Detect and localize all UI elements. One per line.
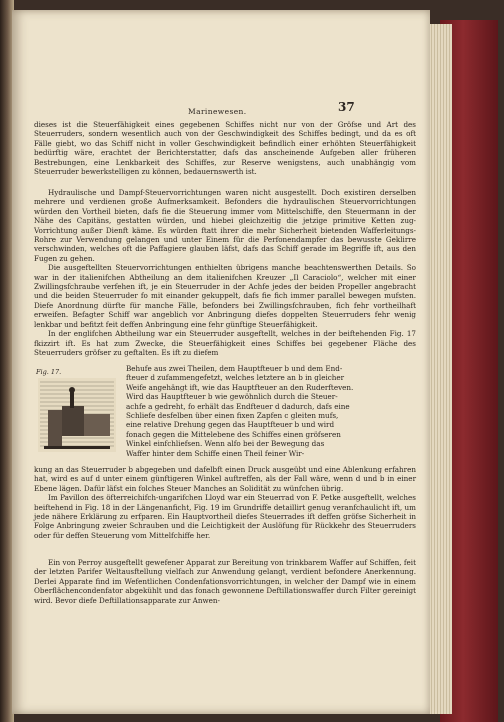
paragraph-1: dieses ist die Steuerfähigkeit eines gegebenen Schiffes nicht nur von der Gröfse und Art des Steuerruders, sondern wesentlich auch von der Geschwindigkeit des Schiffes bedingt, und da es oft Fälle giebt, wo das Schiff nicht in voller Geschwindigkeit befindlich einer erhöhten Steuerfähigkeit bedürftig wäre, erachtet der Berichterstatter, dafs das anscheinende Aufgeben aller früheren Bestrebungen, eine Lenkbarkeit des Schiffes, zur Reserve wenigstens, auch unabhängig vom Steuerruder bewerkstelligen zu können, bedauernswerth ist.: [34, 120, 416, 177]
wrapped-line: fonach gegen die Mittelebene des Schiffes einen gröfseren: [126, 429, 341, 439]
paragraph-4-tail: Druck ausgeübt und eine Ablenkung erfahren hat, wird es auf d unter einem günftigeren Winkel auftreffen, als der Fall wäre, wenn d und b in einer Ebene lägen. Dafür läfst ein folches Steuer Manches an Solidität zu wünfchen übrig.: [34, 465, 416, 493]
paragraph-3: Die ausgeftellten Steuervorrichtungen enthielten übrigens manche beachtenswerthen Details. So war in der italienifchen Abtheilung an dem italienifchen Kreuzer „Il Caraciolo“, welcher mit einer Zwillingsfchraube verfehen ift, je ein Steuerruder in der Achfe jedes der beiden Propeller angebracht und die beiden Steuerruder fo mit einander gekuppelt, dafs fie fich immer parallel bewegen mufsten. Diefe Anordnung dürfte für manche Fälle, befonders bei Zwillingsfchrauben, fich fehr vortheilhaft erweifen. Befagter Schiff war angeblich vor Anbringung diefes doppelten Steuerruders fehr wenig lenkbar und befitzt feit deffen Anbringung eine fehr günftige Steuerfähigkeit.: [34, 263, 416, 329]
wrapped-line: Weife angehängt ift, wie das Hauptfteuer an den Ruderfteven.: [126, 382, 354, 392]
paragraph-6: Ein von Perroy ausgeftellt gewefener Apparat zur Bereitung von trinkbarem Waffer auf Schiffen, feit der letzten Parifer Weltausftellung vielfach zur Anwendung gelangt, verdient befondere Anerkennung. Derlei Apparate find im Wefentlichen Condenfationsvorrichtungen, in welcher der Dampf wie in einem Oberflächencondenfator abgekühlt und das fonach gewonnene Deftillationswaffer durch Filter gereinigt wird. Bevor diefe Deftillationsapparate zur Anwen-: [34, 558, 416, 605]
wrapped-line: Behufe aus zwei Theilen, dem Hauptfteuer b und dem End-: [126, 364, 343, 373]
wrapped-line-last: kung an das Steuerruder b abgegeben und dafelbft einen: [34, 465, 246, 474]
book-page: [12, 10, 430, 714]
paragraph-5: Im Pavillon des öfterreichifch-ungarifchen Lloyd war ein Steuerrad von F. Petke ausgeftellt, welches beiftehend in Fig. 18 in der Längenanficht, Fig. 19 im Grundriffe detaillirt genug veranfchaulicht ift, um jede nähere Erklärung zu erfparen. Ein Hauptvortheil diefes Steuerrades ift deffen gröfse Sicherheit in Folge Anbringung zweier Schrauben und die Leichtigkeit der Auslöfung für Rückkehr des Steuerruders oder für deffen Steuerung vom Mittelfchiffe her.: [34, 493, 416, 540]
text-block-figure-wrap: [34, 364, 416, 458]
figure-label: Fig. 17.: [36, 368, 62, 376]
text-block-2: [34, 188, 416, 357]
wrapped-line: Winkel einfchliefsen. Wenn alfo bei der Bewegung das: [126, 439, 325, 449]
paragraph-4-continued: [34, 465, 416, 493]
paragraph-2: Hydraulische und Dampf-Steuervorrichtungen waren nicht ausgestellt. Doch existiren derselben mehrere und verdienen große Aufmerksamkeit. Befonders die hydraulischen Steuervorrichtungen würden den Vortheil bieten, dafs fie die Steuerung immer vom Mittelschiffe, den Steuermann in der Nähe des Capitäns, gestatten würden, und hiebei gleichzeitig die jetzige primitive Ketten zug-Vorrichtung außer Dienft käme. Es würden ftatt ihrer die mehr Sicherheit bietenden Wafferleitungs-Rohre zur Verwendung gelangen und unter Einem für die Perfonendampfer das bewusste Geklirre verschwinden, welches oft die Paffagiere glauben läfst, dafs das Schiff gerade im Begriffe ift, aus den Fugen zu gehen.: [34, 188, 416, 263]
wrapped-line: Waffer hinter dem Schiffe einen Theil feiner Wir-: [126, 448, 305, 458]
wrapped-line: achfe a gedreht, fo erhält das Endfteuer d dadurch, dafs eine: [126, 401, 350, 411]
wrapped-line: eine relative Drehung gegen das Hauptfteuer b und wird: [126, 420, 335, 430]
text-block-4: [34, 465, 416, 540]
paragraph-4-lead: In der englifchen Abtheilung war ein Steuerruder ausgeftellt, welches in der beiftehenden Fig. 17 fkizzirt ift. Es hat zum Zwecke, die Steuerfähigkeit eines Schiffes bei gegebener Fläche des Steuerruders gröfser zu geftalten. Es ift zu diefem: [34, 329, 416, 357]
wrapped-line: Schliefe desfelben über einen fixen Zapfen c gleiten mufs,: [126, 410, 339, 420]
wrapped-line: fteuer d zufammengefetzt, welches letztere an b in gleicher: [126, 373, 345, 383]
text-block-5: [34, 558, 416, 605]
text-block-1: [34, 120, 416, 176]
page-number: 37: [338, 100, 355, 114]
wrapped-line: Wird das Hauptfteuer b wie gewöhnlich durch die Steuer-: [126, 392, 338, 402]
running-head: Marinewesen.: [188, 107, 247, 116]
